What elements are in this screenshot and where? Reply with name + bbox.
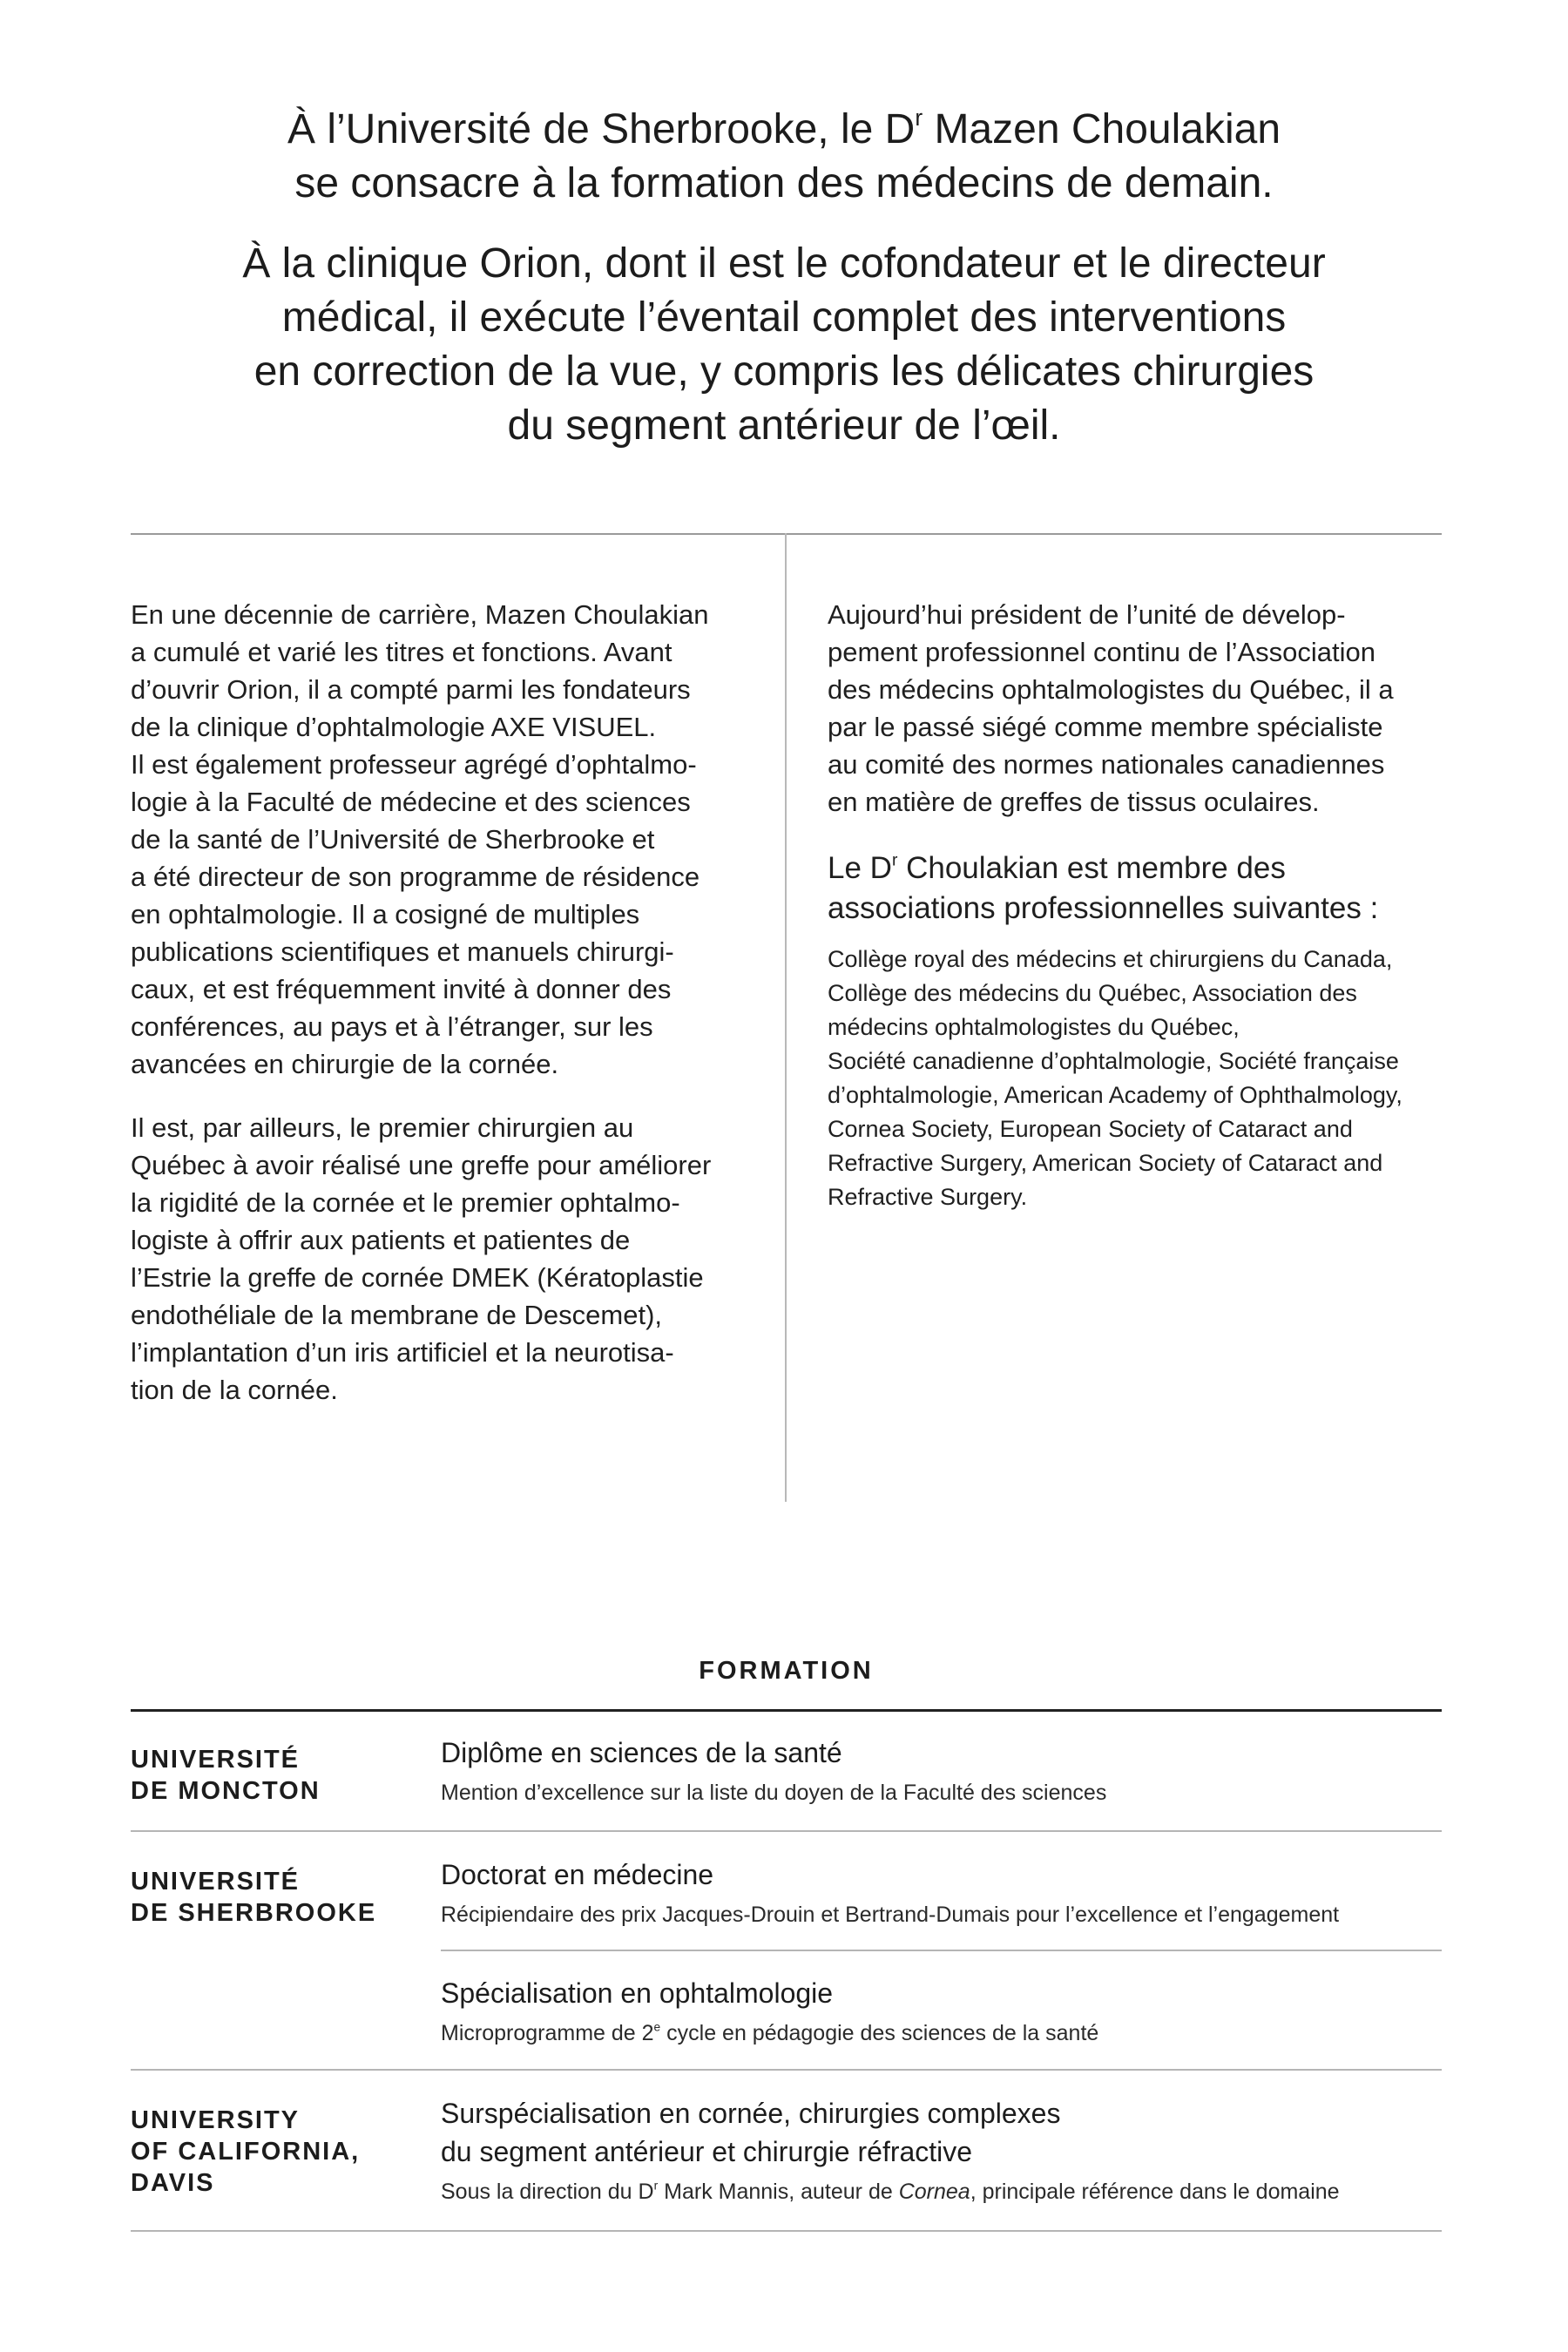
text-line: Il est également professeur agrégé d’ophtalmo- bbox=[131, 749, 697, 780]
intro-line: À l’Université de Sherbrooke, le $D^r$ Mazen Choulakian bbox=[287, 105, 1281, 152]
text-line: Refractive Surgery. bbox=[828, 1184, 1028, 1210]
bio-paragraph-current-roles bbox=[828, 596, 1446, 821]
bio-paragraph-firsts bbox=[131, 1109, 758, 1409]
bio-left-column bbox=[131, 596, 758, 1409]
text-line: d’ouvrir Orion, il a compté parmi les fondateurs bbox=[131, 674, 691, 705]
text-line: l’Estrie la greffe de cornée DMEK (Kératoplastie bbox=[131, 1262, 704, 1293]
text-line: caux, et est fréquemment invité à donner des bbox=[131, 974, 672, 1004]
degree-note: Microprogramme de 2e cycle en pédagogie des sciences de la santé bbox=[441, 2020, 1099, 2045]
text-line: en ophtalmologie. Il a cosigné de multiples bbox=[131, 899, 640, 929]
text-line: Collège royal des médecins et chirurgiens du Canada, bbox=[828, 946, 1393, 972]
institution-line: UNIVERSITÉ bbox=[131, 1746, 301, 1774]
text-line: par le passé siégé comme membre spécialiste bbox=[828, 712, 1383, 742]
text-line: Il est, par ailleurs, le premier chirurgien au bbox=[131, 1112, 634, 1143]
text-line: Le $D^r$ Choulakian est membre des bbox=[828, 851, 1286, 885]
bio-paragraph-career bbox=[131, 596, 758, 1083]
institution-sherbrooke bbox=[131, 1866, 418, 1929]
formation-row-rule bbox=[131, 2069, 1442, 2071]
associations-list bbox=[828, 943, 1446, 1214]
text-line: publications scientifiques et manuels chirurgi- bbox=[131, 936, 674, 967]
intro-line: du segment antérieur de l’œil. bbox=[507, 402, 1061, 449]
degree-title bbox=[441, 2094, 1443, 2171]
formation-entry bbox=[441, 1855, 1443, 1930]
text-line: au comité des normes nationales canadiennes bbox=[828, 749, 1385, 780]
formation-top-rule bbox=[131, 1709, 1442, 1712]
text-line: associations professionnelles suivantes : bbox=[828, 891, 1379, 925]
text-line: En une décennie de carrière, Mazen Choulakian bbox=[131, 599, 709, 630]
formation-subrow-rule bbox=[441, 1950, 1442, 1951]
degree-note: Sous la direction du $D^r$ Mark Mannis, auteur de Cornea, principale référence dans le domaine bbox=[441, 2179, 1340, 2204]
text-line: Cornea Society, European Society of Cataract and bbox=[828, 1116, 1353, 1142]
bio-right-column bbox=[828, 596, 1446, 1214]
institution-moncton bbox=[131, 1744, 418, 1807]
degree-line: du segment antérieur et chirurgie réfractive bbox=[441, 2136, 973, 2167]
associations-heading bbox=[828, 848, 1446, 929]
text-line: Refractive Surgery, American Society of Cataract and bbox=[828, 1150, 1383, 1176]
degree-title: Doctorat en médecine bbox=[441, 1859, 714, 1890]
text-line: tion de la cornée. bbox=[131, 1375, 338, 1405]
text-line: Société canadienne d’ophtalmologie, Société française bbox=[828, 1048, 1399, 1074]
text-line: logiste à offrir aux patients et patientes de bbox=[131, 1225, 631, 1255]
text-line: de la santé de l’Université de Sherbrooke et bbox=[131, 824, 655, 855]
text-line: la rigidité de la cornée et le premier ophtalmo- bbox=[131, 1187, 680, 1218]
text-line: des médecins ophtalmologistes du Québec, il a bbox=[828, 674, 1394, 705]
institution-uc-davis bbox=[131, 2105, 418, 2199]
intro-line: médical, il exécute l’éventail complet des interventions bbox=[281, 294, 1287, 341]
intro bbox=[131, 103, 1437, 453]
intro-line: À la clinique Orion, dont il est le cofondateur et le directeur bbox=[242, 240, 1326, 287]
text-line: Aujourd’hui président de l’unité de dévelop- bbox=[828, 599, 1346, 630]
text-line: endothéliale de la membrane de Descemet), bbox=[131, 1300, 663, 1330]
text-line: de la clinique d’ophtalmologie AXE VISUEL. bbox=[131, 712, 657, 742]
degree-note: Récipiendaire des prix Jacques-Drouin et Bertrand-Dumais pour l’excellence et l’engagement bbox=[441, 1903, 1340, 1927]
intro-line: se consacre à la formation des médecins de demain. bbox=[294, 160, 1274, 206]
institution-line: UNIVERSITÉ bbox=[131, 1868, 301, 1896]
degree-title: Spécialisation en ophtalmologie bbox=[441, 1977, 834, 2009]
formation-title: FORMATION bbox=[699, 1657, 874, 1685]
formation-entry bbox=[441, 1974, 1443, 2049]
formation-bottom-rule bbox=[131, 2230, 1442, 2232]
text-line: l’implantation d’un iris artificiel et la neurotisa- bbox=[131, 1337, 674, 1368]
formation-entry bbox=[441, 2094, 1443, 2207]
intro-paragraph-2 bbox=[131, 237, 1437, 453]
text-line: Québec à avoir réalisé une greffe pour améliorer bbox=[131, 1150, 712, 1180]
degree-title: Diplôme en sciences de la santé bbox=[441, 1737, 842, 1768]
text-line: conférences, au pays et à l’étranger, sur les bbox=[131, 1011, 653, 1042]
degree-note: Mention d’excellence sur la liste du doyen de la Faculté des sciences bbox=[441, 1781, 1107, 1805]
institution-line: UNIVERSITY bbox=[131, 2106, 301, 2134]
degree-line: Surspécialisation en cornée, chirurgies complexes bbox=[441, 2098, 1061, 2129]
institution-line: DE SHERBROOKE bbox=[131, 1899, 377, 1927]
text-line: d’ophtalmologie, American Academy of Ophthalmology, bbox=[828, 1082, 1402, 1108]
text-line: pement professionnel continu de l’Association bbox=[828, 637, 1375, 667]
formation-entry bbox=[441, 1734, 1443, 1808]
formation-row-rule bbox=[131, 1830, 1442, 1832]
institution-line: DAVIS bbox=[131, 2169, 215, 2197]
text-line: avancées en chirurgie de la cornée. bbox=[131, 1049, 559, 1079]
text-line: médecins ophtalmologistes du Québec, bbox=[828, 1014, 1240, 1040]
intro-paragraph-1 bbox=[131, 103, 1437, 211]
column-divider bbox=[785, 533, 787, 1502]
text-line: logie à la Faculté de médecine et des sciences bbox=[131, 787, 691, 817]
text-line: Collège des médecins du Québec, Association des bbox=[828, 980, 1357, 1006]
text-line: a cumulé et varié les titres et fonctions. Avant bbox=[131, 637, 672, 667]
text-line: a été directeur de son programme de résidence bbox=[131, 862, 700, 892]
institution-line: DE MONCTON bbox=[131, 1777, 321, 1805]
institution-line: OF CALIFORNIA, bbox=[131, 2138, 361, 2166]
text-line: en matière de greffes de tissus oculaires. bbox=[828, 787, 1320, 817]
intro-line: en correction de la vue, y compris les délicates chirurgies bbox=[253, 348, 1315, 395]
